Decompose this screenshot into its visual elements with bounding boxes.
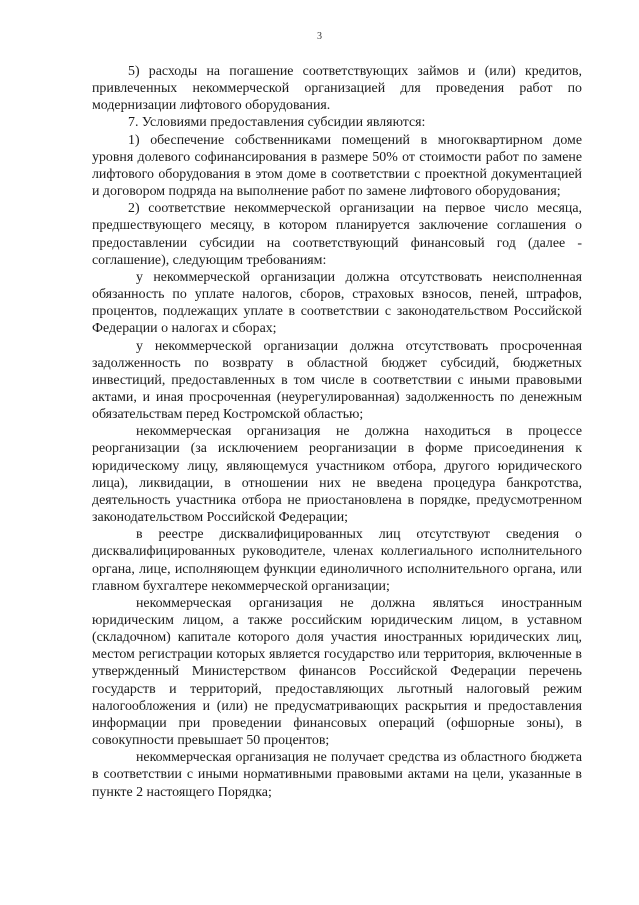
paragraph-condition-1: 1) обеспечение собственниками помещений в многоквартирном доме уровня долевого софинансирования в размере 50% от стоимости работ по замене лифтового оборудования в этом доме в соответствии с проектной документацией и договором подряда на выполнение работ по замене лифтового оборудования; <box>92 132 582 200</box>
paragraph-requirement-taxes: у некоммерческой организации должна отсутствовать неисполненная обязанность по уплате налогов, сборов, страховых взносов, пеней, штрафов, процентов, подлежащих уплате в соответствии с законодательством Российской Федерации о налогах и сборах; <box>92 269 582 337</box>
paragraph-condition-2: 2) соответствие некоммерческой организации на первое число месяца, предшествующего месяцу, в котором планируется заключение соглашения о предоставлении субсидии на соответствующий финансовый год (далее - соглашение), следующим требованиям: <box>92 201 582 268</box>
page-number: 3 <box>317 31 322 42</box>
paragraph-section-7-heading: 7. Условиями предоставления субсидии являются: <box>128 115 426 131</box>
paragraph-requirement-no-other-funds: некоммерческая организация не получает средства из областного бюджета в соответствии с иными нормативными правовыми актами на цели, указанные в пункте 2 настоящего Порядка; <box>92 750 582 800</box>
paragraph-item-5-expenses: 5) расходы на погашение соответствующих займов и (или) кредитов, привлеченных некоммерческой организацией для проведения работ по модернизации лифтового оборудования. <box>92 64 582 114</box>
document-body <box>92 63 582 801</box>
paragraph-requirement-debts: у некоммерческой организации должна отсутствовать просроченная задолженность по возврату в областной бюджет субсидий, бюджетных инвестиций, предоставленных в том числе в соответствии с иными правовыми актами, и иная просроченная (неурегулированная) задолженность по денежным обязательствам перед Костромской областью; <box>92 338 582 423</box>
paragraph-requirement-foreign-entity: некоммерческая организация не должна являться иностранным юридическим лицом, а также российским юридическим лицом, в уставном (складочном) капитале которого доля участия иностранных юридических лиц, местом регистрации которых является государство или территория, включенные в утвержденный Министерством финансов Российской Федерации перечень государств и территорий, предоставляющих льготный налоговый режим налогообложения и (или) не предусматривающих раскрытия и предоставления информации при проведении финансовых операций (офшорные зоны), в совокупности превышает 50 процентов; <box>92 595 582 749</box>
paragraph-requirement-reorganization: некоммерческая организация не должна находиться в процессе реорганизации (за исключением реорганизации в форме присоединения к юридическому лицу, являющемуся участником отбора, другого юридического лица), ликвидации, в отношении них не введена процедура банкротства, деятельность участника отбора не приостановлена в порядке, предусмотренном законодательством Российской Федерации; <box>92 424 582 526</box>
paragraph-requirement-disqualified: в реестре дисквалифицированных лиц отсутствуют сведения о дисквалифицированных руководителе, членах коллегиального исполнительного органа, лице, исполняющем функции единоличного исполнительного органа, или главном бухгалтере некоммерческой организации; <box>92 527 582 594</box>
